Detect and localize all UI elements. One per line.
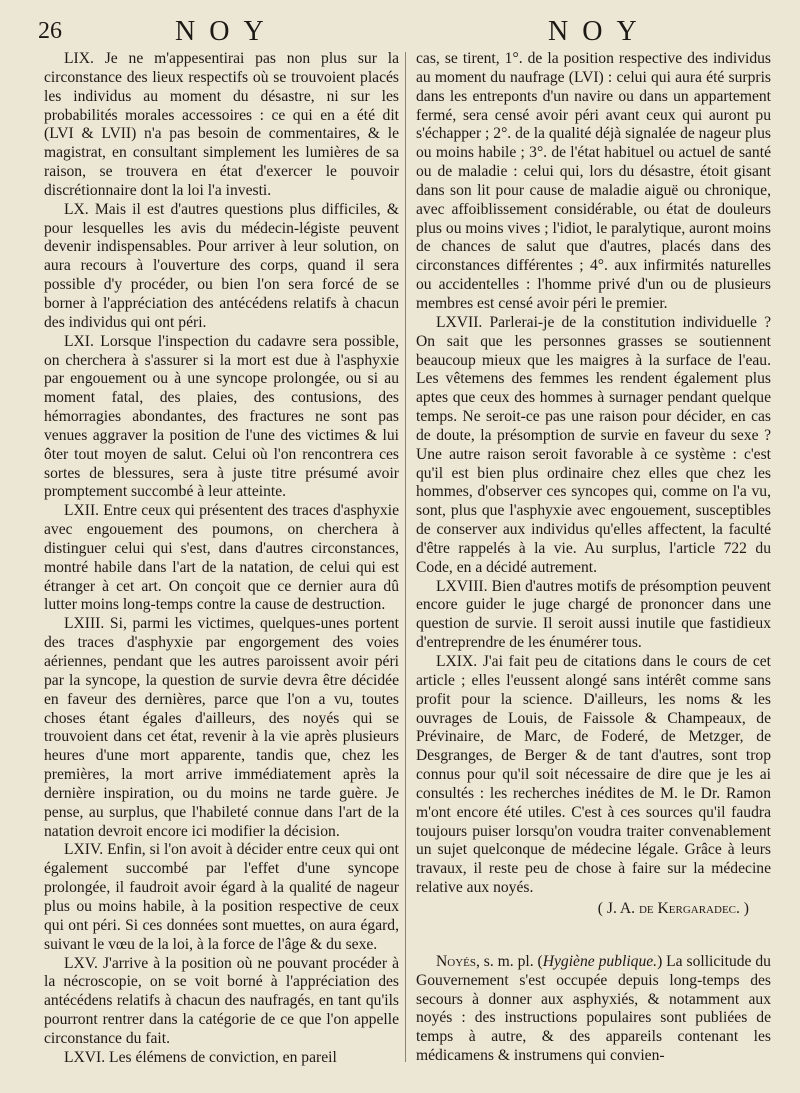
paragraph-lxvi-continued: cas, se tirent, 1°. de la position respective des individus au moment du naufrage (LVI) : celui qui aura été surpris dans les entreponts d'un navire ou dans un appartement fermé, sera censé avoir péri avant ceux qui auront pu s'échapper ; 2°. de la qualité déjà signalée de nageur plus ou moins habile ; 3°. de l'état habituel ou actuel de santé ou de maladie : celui qui, lors du désastre, étoit gisant dans son lit pour cause de maladie aiguë ou chronique, avec affoiblissement considérable, ou état de douleurs plus ou moins vives ; l'idiot, le paralytique, auront moins de chances de salut que d'autres, placés dans des circonstances différentes ; 4°. aux infirmités naturelles ou accidentelles : l'homme privé d'un ou de plusieurs membres est censé avoir péri le premier. [416, 50, 772, 312]
paragraph-lx: LX. Mais il est d'autres questions plus difficiles, & pour lesquelles les avis du médecin-légiste peuvent devenir indispensables. Pour arriver à leur solution, on aura recours à l'ouverture des corps, quand il sera possible d'y procéder, ou bien l'on sera forcé de se borner à l'appréciation des antécédens relatifs à chacun des individus qui ont péri. [44, 200, 399, 331]
author-signature [416, 900, 771, 919]
entry-separator [416, 919, 771, 953]
paragraph-lxv: LXV. J'arrive à la position où ne pouvant procéder à la nécroscopie, on se voit borné à l'appréciation des antécédens relatifs à chacun des naufragés, en tant qu'ils pourront rentrer dans la catégorie de ce que l'on appelle circonstance du fait. [44, 954, 399, 1047]
running-head-right: NOY [548, 16, 651, 47]
entry-grammar: , s. m. pl. ( [476, 952, 543, 970]
column-divider [405, 52, 406, 1062]
paragraph-lix: LIX. Je ne m'appesentirai pas non plus sur la circonstance des lieux respectifs où se trouvoient placés les individus au moment du désastre, ni sur les probabilités morales accessoires : ce qui en a été dit (LVI & LVII) n'a pas besoin de commentaires, & le magistrat, en consultant simplement les lumières de sa raison, se trouvera en état d'exercer le pouvoir discrétionnaire dont la loi l'a investi. [44, 50, 399, 199]
paragraph-lxiv: LXIV. Enfin, si l'on avoit à décider entre ceux qui ont également succombé par l'effet d'une syncope prolongée, il faudroit avoir égard à la qualité de nageur plus ou moins habile, à la position respective de ceux qui ont péri. Si ces données sont muettes, on aura égard, suivant le vœu de la loi, à la force de l'âge & du sexe. [44, 841, 399, 953]
paragraph-lxi: LXI. Lorsque l'inspection du cadavre sera possible, on cherchera à s'assurer si la mort est due à l'asphyxie par engouement ou à une syncope prolongée, ou si au moment fatal, des plaies, des contusions, des hémorragies abondantes, des fractures ne sont pas venues aggraver la position de l'une des victimes & lui ôter tout moyen de salut. Celui où l'on rencontrera ces sortes de blessures, sera à juste titre présumé avoir promptement succombé à leur atteinte. [44, 332, 399, 501]
paragraph-lxix: LXIX. J'ai fait peu de citations dans le cours de cet article ; elles l'eussent alongé sans intérêt comme sans profit pour la science. D'ailleurs, les noms & les ouvrages de Louis, de Faissole & Champeaux, de Prévinaire, de Marc, de Foderé, de Metzger, de Desgranges, de Berger & de tant d'autres, sont trop connus pour qu'il soit nécessaire de dire que je les ai consultés : les recherches inédites de M. le Dr. Ramon m'ont encore été utiles. C'est à ces sources qu'il faudra toujours puiser lorsqu'on voudra traiter convenablement un sujet quelconque de médecine légale. Grâce à leurs travaux, il reste peu de chose à faire sur la médecine relative aux noyés. [416, 653, 771, 897]
entry-noyes [416, 953, 771, 1066]
left-column [44, 50, 399, 1068]
entry-domain: Hygiène publique. [542, 952, 658, 970]
entry-body: ) La sollicitude du Gouvernement s'est occupée depuis long-temps des secours à donner aux asphyxiés, & notamment aux noyés : des instructions populaires sont publiées de temps à autre, & des appareils contenant les médicamens & instrumens qui convien- [416, 952, 771, 1065]
entry-headword: Noyés [436, 952, 476, 970]
signature-name: de Kergaradec. [638, 899, 740, 917]
paragraph-lxii: LXII. Entre ceux qui présentent des traces d'asphyxie avec engouement des poumons, on cherchera à distinguer celui qui s'est, dans d'autres circonstances, montré habile dans l'art de la natation, de celui qui est étranger à cet art. On conçoit que ce dernier aura dû lutter moins long-temps contre la cause de destruction. [44, 502, 399, 614]
running-head-left: NOY [175, 16, 278, 47]
right-column [416, 50, 771, 1066]
paragraph-lxviii: LXVIII. Bien d'autres motifs de présomption peuvent encore guider le juge chargé de prononcer dans une question de survie. Il seroit aussi inutile que fastidieux d'entreprendre de les énumérer tous. [416, 577, 771, 652]
signature-open: ( J. A. [597, 899, 639, 917]
paragraph-lxiii: LXIII. Si, parmi les victimes, quelques-unes portent des traces d'asphyxie par engorgement des voies aériennes, pendant que les autres paroissent avoir péri par la syncope, la question de survie devra être décidée en faveur des dernières, parce que l'on a vu, toutes choses étant égales d'ailleurs, des noyés qui se trouvoient dans cet état, revenir à la vie après plusieurs heures d'une mort apparente, tandis que, chez les premières, la mort arrive immédiatement après la dernière inspiration, ou du moins ne tarde guère. Je pense, au surplus, que l'habileté connue dans l'art de la natation devroit encore ici modifier la décision. [44, 615, 399, 840]
paragraph-lxvii: LXVII. Parlerai-je de la constitution individuelle ? On sait que les personnes grasses se soutiennent beaucoup mieux que les maigres à la surface de l'eau. Les vêtemens des femmes les rendent également plus aptes que ceux des hommes à surnager pendant quelque temps. Ne seroit-ce pas une raison pour décider, en cas de doute, la présomption de survie en faveur du sexe ? Une autre raison seroit favorable à ce système : c'est qu'il est bien plus ordinaire chez elles que chez les hommes, d'observer ces syncopes qui, comme on l'a vu, sont, plus que l'asphyxie avec engouement, susceptibles de conserver aux individus qu'elles affectent, la faculté d'être rappelés à la vie. Au surplus, l'article 722 du Code, en a décidé autrement. [416, 313, 771, 576]
paragraph-lxvi: LXVI. Les élémens de conviction, en pareil [64, 1048, 337, 1066]
signature-close: ) [739, 899, 749, 917]
page-number: 26 [38, 18, 62, 44]
page-header [0, 14, 800, 48]
